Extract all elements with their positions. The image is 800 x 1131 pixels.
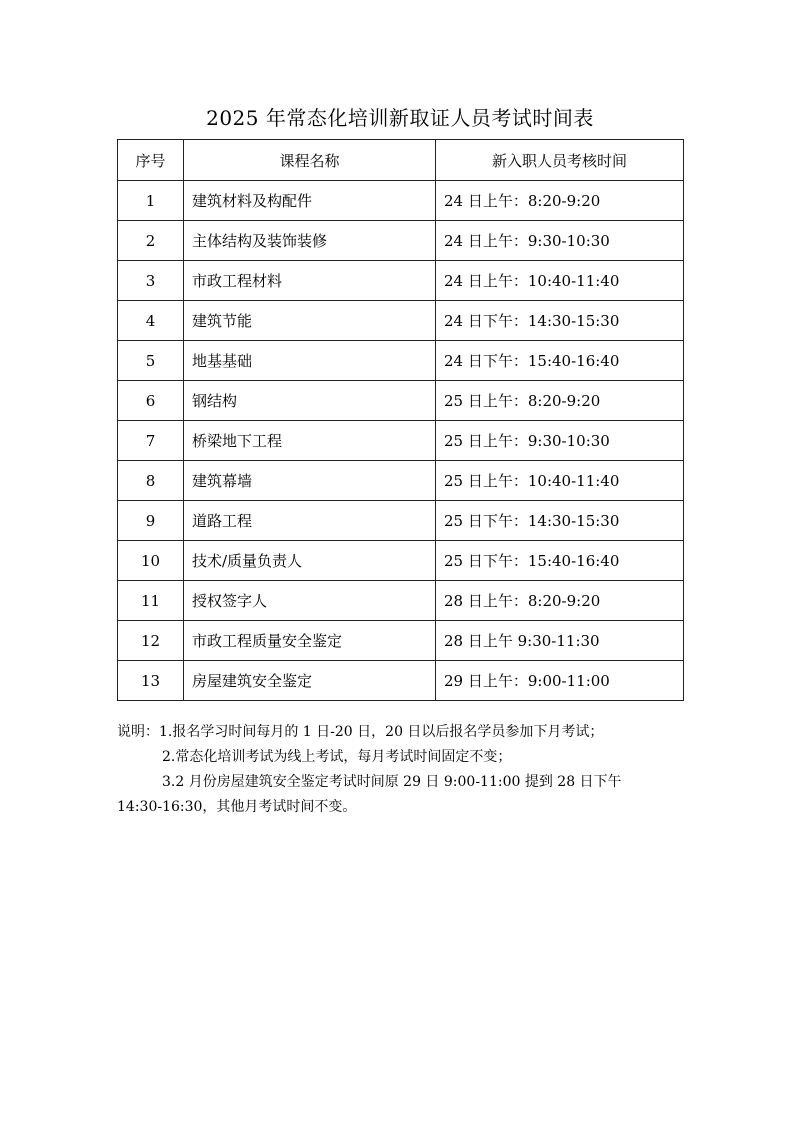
table-row <box>118 421 684 461</box>
header-no: 序号 <box>118 140 184 181</box>
note-line-1: 说明：1.报名学习时间每月的 1 日-20 日，20 日以后报名学员参加下月考试； <box>117 724 604 740</box>
cell-time: 29 日上午：9:00-11:00 <box>436 661 684 701</box>
cell-course: 道路工程 <box>184 501 436 541</box>
table-row <box>118 541 684 581</box>
cell-no: 9 <box>118 501 184 541</box>
cell-time: 28 日上午 9:30-11:30 <box>436 621 684 661</box>
cell-no: 7 <box>118 421 184 461</box>
cell-no: 3 <box>118 261 184 301</box>
table-row <box>118 301 684 341</box>
cell-time: 25 日上午：8:20-9:20 <box>436 381 684 421</box>
cell-course: 建筑幕墙 <box>184 461 436 501</box>
cell-time: 24 日下午：14:30-15:30 <box>436 301 684 341</box>
cell-time: 25 日上午：9:30-10:30 <box>436 421 684 461</box>
table-row <box>118 501 684 541</box>
cell-no: 13 <box>118 661 184 701</box>
cell-time: 25 日上午：10:40-11:40 <box>436 461 684 501</box>
cell-time: 24 日上午：10:40-11:40 <box>436 261 684 301</box>
cell-time: 24 日下午：15:40-16:40 <box>436 341 684 381</box>
table-body <box>118 181 684 701</box>
notes-section <box>117 720 683 820</box>
cell-course: 桥梁地下工程 <box>184 421 436 461</box>
cell-no: 5 <box>118 341 184 381</box>
cell-time: 25 日下午：14:30-15:30 <box>436 501 684 541</box>
cell-time: 24 日上午：9:30-10:30 <box>436 221 684 261</box>
cell-course: 房屋建筑安全鉴定 <box>184 661 436 701</box>
note-line-3: 3.2 月份房屋建筑安全鉴定考试时间原 29 日 9:00-11:00 提到 28 日下午 <box>162 774 622 790</box>
note-line-4: 14:30-16:30，其他月考试时间不变。 <box>117 799 357 815</box>
table-row <box>118 261 684 301</box>
note-line-2: 2.常态化培训考试为线上考试，每月考试时间固定不变； <box>162 749 512 765</box>
header-course: 课程名称 <box>184 140 436 181</box>
cell-no: 12 <box>118 621 184 661</box>
header-time: 新入职人员考核时间 <box>436 140 684 181</box>
cell-course: 技术/质量负责人 <box>184 541 436 581</box>
cell-no: 10 <box>118 541 184 581</box>
cell-course: 建筑材料及构配件 <box>184 181 436 221</box>
table-row <box>118 581 684 621</box>
table-header-row <box>118 140 684 181</box>
cell-course: 授权签字人 <box>184 581 436 621</box>
cell-course: 市政工程材料 <box>184 261 436 301</box>
cell-no: 4 <box>118 301 184 341</box>
cell-no: 6 <box>118 381 184 421</box>
table-row <box>118 181 684 221</box>
table-row <box>118 621 684 661</box>
table-row <box>118 381 684 421</box>
cell-course: 建筑节能 <box>184 301 436 341</box>
cell-course: 主体结构及装饰装修 <box>184 221 436 261</box>
cell-no: 11 <box>118 581 184 621</box>
cell-no: 8 <box>118 461 184 501</box>
cell-time: 28 日上午：8:20-9:20 <box>436 581 684 621</box>
cell-no: 1 <box>118 181 184 221</box>
table-row <box>118 461 684 501</box>
cell-time: 25 日下午：15:40-16:40 <box>436 541 684 581</box>
exam-schedule-table <box>117 139 684 701</box>
table-row <box>118 341 684 381</box>
cell-course: 地基基础 <box>184 341 436 381</box>
cell-time: 24 日上午：8:20-9:20 <box>436 181 684 221</box>
page-title: 2025 年常态化培训新取证人员考试时间表 <box>206 106 594 130</box>
table-row <box>118 661 684 701</box>
cell-no: 2 <box>118 221 184 261</box>
table-row <box>118 221 684 261</box>
cell-course: 市政工程质量安全鉴定 <box>184 621 436 661</box>
cell-course: 钢结构 <box>184 381 436 421</box>
